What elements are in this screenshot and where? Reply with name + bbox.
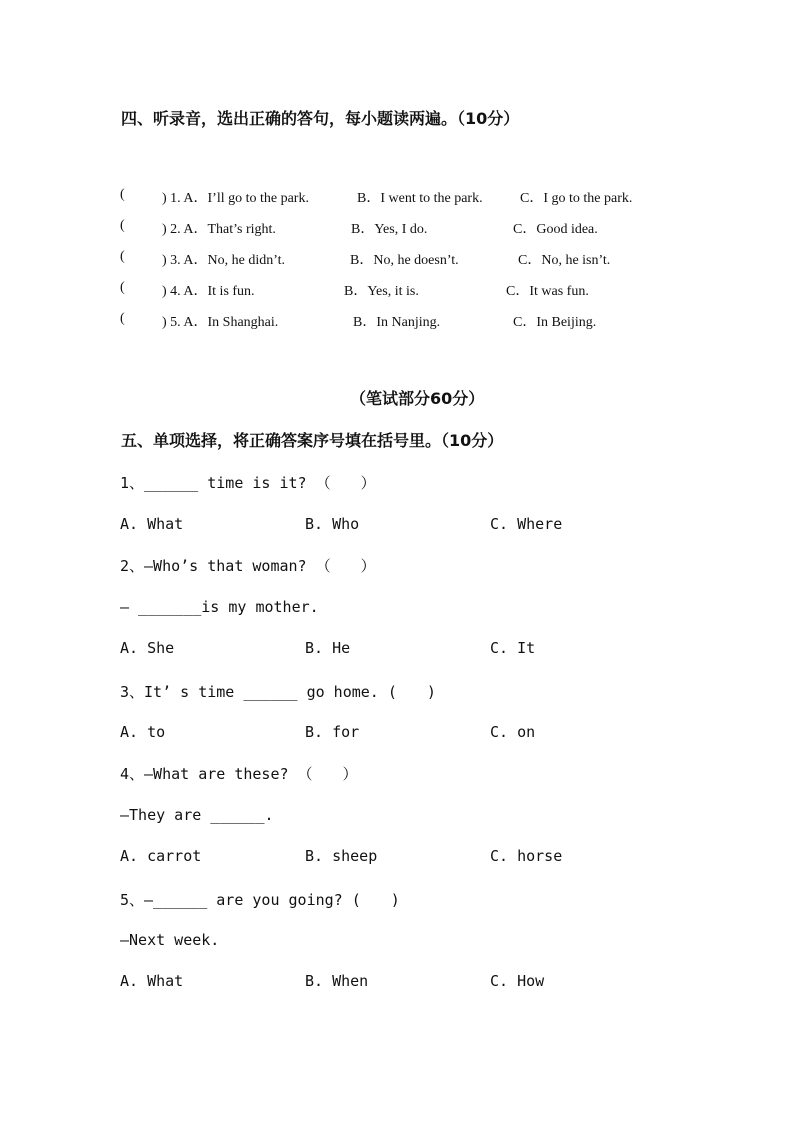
- question-4-option-c: C. horse: [490, 847, 563, 865]
- listening-item-2-paren: (: [120, 218, 125, 233]
- listening-item-5-paren: (: [120, 311, 125, 326]
- written-part-heading: （笔试部分60分）: [350, 389, 485, 408]
- question-3-option-c: C. on: [490, 723, 536, 741]
- question-5-option-c: C. How: [490, 972, 545, 990]
- listening-item-5-option-a: ) 5. A．In Shanghai.: [162, 315, 279, 330]
- listening-item-5-option-c: C．In Beijing.: [513, 315, 597, 330]
- question-4-answer-line: —They are ______.: [120, 806, 274, 824]
- listening-item-4-option-b: B．Yes, it is.: [344, 284, 419, 299]
- question-2: 2、—Who’s that woman? （ ）: [120, 557, 376, 575]
- question-4: 4、—What are these? （ ）: [120, 765, 358, 783]
- listening-item-1-option-c: C．I go to the park.: [520, 191, 633, 206]
- question-3-option-a: A. to: [120, 723, 166, 741]
- question-5: 5、—______ are you going? ( ): [120, 891, 400, 909]
- listening-item-2-option-a: ) 2. A．That’s right.: [162, 222, 276, 237]
- listening-item-3-option-a: ) 3. A．No, he didn’t.: [162, 253, 286, 268]
- question-5-answer-line: —Next week.: [120, 931, 220, 949]
- listening-item-3-option-c: C．No, he isn’t.: [518, 253, 611, 268]
- question-1-option-b: B. Who: [305, 515, 360, 533]
- listening-item-2-option-c: C．Good idea.: [513, 222, 598, 237]
- listening-item-5-option-b: B．In Nanjing.: [353, 315, 441, 330]
- question-3-option-b: B. for: [305, 723, 360, 741]
- section-4-title: 四、听录音，选出正确的答句，每小题读两遍。（10分）: [121, 109, 520, 128]
- question-4-option-a: A. carrot: [120, 847, 202, 865]
- question-4-option-b: B. sheep: [305, 847, 378, 865]
- listening-item-1-paren: (: [120, 187, 125, 202]
- section-5-title: 五、单项选择，将正确答案序号填在括号里。（10分）: [121, 431, 504, 450]
- listening-item-4-option-a: ) 4. A．It is fun.: [162, 284, 255, 299]
- listening-item-3-paren: (: [120, 249, 125, 264]
- question-2-answer-line: — _______is my mother.: [120, 598, 319, 616]
- question-1: 1、______ time is it? （ ）: [120, 474, 376, 492]
- listening-item-1-option-b: B．I went to the park.: [357, 191, 483, 206]
- listening-item-4-option-c: C．It was fun.: [506, 284, 589, 299]
- question-2-option-a: A. She: [120, 639, 175, 657]
- listening-item-2-option-b: B．Yes, I do.: [351, 222, 428, 237]
- listening-item-3-option-b: B．No, he doesn’t.: [350, 253, 459, 268]
- question-2-option-c: C. It: [490, 639, 536, 657]
- question-1-option-a: A. What: [120, 515, 184, 533]
- question-5-option-a: A. What: [120, 972, 184, 990]
- question-2-option-b: B. He: [305, 639, 351, 657]
- listening-item-1-option-a: ) 1. A．I’ll go to the park.: [162, 191, 309, 206]
- question-3: 3、It’ s time ______ go home. ( ): [120, 683, 436, 701]
- listening-item-4-paren: (: [120, 280, 125, 295]
- question-1-option-c: C. Where: [490, 515, 563, 533]
- question-5-option-b: B. When: [305, 972, 369, 990]
